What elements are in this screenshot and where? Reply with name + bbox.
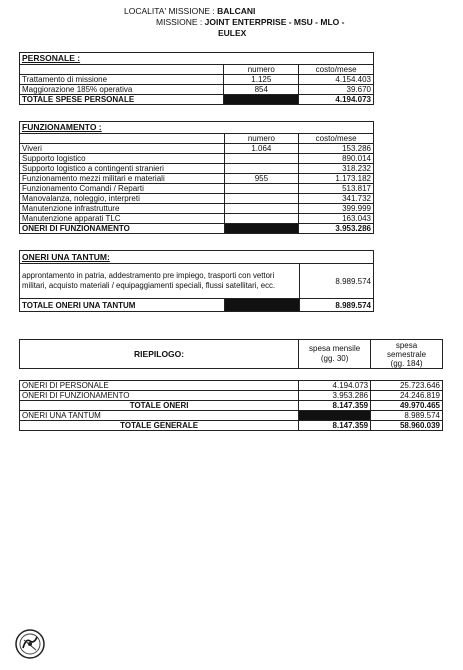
- una-tantum-desc-row: [20, 264, 374, 299]
- funzionamento-total-row: [20, 224, 374, 234]
- funzionamento-title: FUNZIONAMENTO :: [22, 122, 102, 132]
- funzionamento-table: [19, 121, 374, 234]
- funzionamento-total-value: 3.953.286: [299, 224, 374, 234]
- riepilogo-header-row: [20, 340, 443, 369]
- riepilogo-table: [19, 380, 443, 431]
- funzionamento-col-costo: costo/mese: [299, 134, 374, 144]
- una-tantum-desc-line2: militari, acquisto materiali / equipaggiamenti speciali, flussi satellitari, ecc.: [22, 281, 276, 290]
- totale-generale-semestrale: 58.960.039: [371, 421, 443, 431]
- personale-title-row: [20, 53, 374, 65]
- row-mensile: 4.194.073: [299, 381, 371, 391]
- funzionamento-col-numero: numero: [224, 134, 299, 144]
- row-costo: 153.286: [299, 144, 374, 154]
- row-label: Maggiorazione 185% operativa: [20, 85, 224, 95]
- row-semestrale: 24.246.819: [371, 391, 443, 401]
- row-costo: 1.173.182: [299, 174, 374, 184]
- table-row: [20, 75, 374, 85]
- table-row: [20, 144, 374, 154]
- personale-title: PERSONALE :: [22, 53, 81, 63]
- redacted-cell: [224, 224, 299, 234]
- row-numero: [224, 164, 299, 174]
- row-costo: 318.232: [299, 164, 374, 174]
- table-row: [20, 174, 374, 184]
- localita-label: LOCALITA' MISSIONE :: [124, 6, 215, 16]
- table-row: [20, 184, 374, 194]
- row-numero: [224, 154, 299, 164]
- row-numero: [224, 204, 299, 214]
- row-mensile: 3.953.286: [299, 391, 371, 401]
- totale-oneri-label: TOTALE ONERI: [20, 401, 299, 411]
- table-row: [20, 85, 374, 95]
- row-costo: 399.999: [299, 204, 374, 214]
- localita-value: BALCANI: [217, 6, 256, 16]
- row-numero: [224, 214, 299, 224]
- personale-total-label: TOTALE SPESE PERSONALE: [20, 95, 224, 105]
- riepilogo-title: RIEPILOGO:: [20, 340, 299, 369]
- una-tantum-total-row: [20, 299, 374, 312]
- missione-line-2: [124, 28, 384, 39]
- funzionamento-title-row: [20, 122, 374, 134]
- row-label: Supporto logistico: [20, 154, 225, 164]
- personale-col-costo: costo/mese: [299, 65, 374, 75]
- una-tantum-summary-row: [20, 411, 443, 421]
- funzionamento-total-label: ONERI DI FUNZIONAMENTO: [20, 224, 225, 234]
- row-costo: 163.043: [299, 214, 374, 224]
- totale-oneri-mensile: 8.147.359: [299, 401, 371, 411]
- missione-value-line2: EULEX: [218, 28, 247, 38]
- missione-label: MISSIONE :: [156, 17, 203, 27]
- table-row: [20, 381, 443, 391]
- una-tantum-summary-semestrale: 8.989.574: [371, 411, 443, 421]
- row-numero: [224, 194, 299, 204]
- personale-table: [19, 52, 374, 105]
- row-costo: 4.154.403: [299, 75, 374, 85]
- row-numero: 1.064: [224, 144, 299, 154]
- table-row: [20, 391, 443, 401]
- table-row: [20, 204, 374, 214]
- row-label: Manutenzione infrastrutture: [20, 204, 225, 214]
- row-costo: 513.817: [299, 184, 374, 194]
- riepilogo-col-mensile-line1: spesa mensile: [309, 344, 361, 353]
- riepilogo-header-table: [19, 339, 443, 369]
- table-row: [20, 154, 374, 164]
- row-label: Funzionamento Comandi / Reparti: [20, 184, 225, 194]
- localita-line: [124, 6, 384, 17]
- row-label: ONERI DI PERSONALE: [20, 381, 299, 391]
- row-semestrale: 25.723.646: [371, 381, 443, 391]
- una-tantum-table: [19, 250, 374, 312]
- row-numero: 955: [224, 174, 299, 184]
- table-row: [20, 194, 374, 204]
- table-row: [20, 214, 374, 224]
- una-tantum-desc-value: 8.989.574: [299, 264, 373, 299]
- totale-generale-mensile: 8.147.359: [299, 421, 371, 431]
- row-label: Funzionamento mezzi militari e materiali: [20, 174, 225, 184]
- redacted-cell: [224, 95, 299, 105]
- riepilogo-col-semestrale-line2: semestrale: [386, 349, 427, 359]
- una-tantum-total-label: TOTALE ONERI UNA TANTUM: [20, 299, 225, 312]
- riepilogo-col-semestrale-line1: spesa: [395, 340, 418, 350]
- row-costo: 39.670: [299, 85, 374, 95]
- una-tantum-desc-line1: approntamento in patria, addestramento pre impiego, trasporti con vettori: [22, 271, 275, 280]
- row-costo: 341.732: [299, 194, 374, 204]
- una-tantum-summary-label: ONERI UNA TANTUM: [20, 411, 299, 421]
- missione-line: [124, 17, 384, 28]
- header: [124, 6, 384, 39]
- row-numero: [224, 184, 299, 194]
- personale-col-numero: numero: [224, 65, 299, 75]
- una-tantum-title-row: [20, 251, 374, 264]
- totale-oneri-semestrale: 49.970.465: [371, 401, 443, 411]
- missione-value-line1: JOINT ENTERPRISE - MSU - MLO -: [204, 17, 345, 27]
- seal-stamp-icon: [14, 628, 46, 660]
- personale-total-row: [20, 95, 374, 105]
- una-tantum-title: ONERI UNA TANTUM:: [22, 251, 110, 262]
- personale-header-row: [20, 65, 374, 75]
- personale-total-value: 4.194.073: [299, 95, 374, 105]
- row-costo: 890.014: [299, 154, 374, 164]
- row-label: Viveri: [20, 144, 225, 154]
- totale-generale-label: TOTALE GENERALE: [20, 421, 299, 431]
- riepilogo-col-mensile-line2: (gg. 30): [320, 354, 349, 363]
- totale-oneri-row: [20, 401, 443, 411]
- una-tantum-total-value: 8.989.574: [299, 299, 373, 312]
- row-label: Manovalanza, noleggio, interpreti: [20, 194, 225, 204]
- row-label: Manutenzione apparati TLC: [20, 214, 225, 224]
- totale-generale-row: [20, 421, 443, 431]
- riepilogo-col-semestrale-line3: (gg. 184): [390, 358, 423, 368]
- row-numero: 1.125: [224, 75, 299, 85]
- row-label: Supporto logistico a contingenti stranieri: [20, 164, 225, 174]
- redacted-cell: [299, 411, 371, 421]
- row-numero: 854: [224, 85, 299, 95]
- row-label: Trattamento di missione: [20, 75, 224, 85]
- funzionamento-header-row: [20, 134, 374, 144]
- redacted-cell: [224, 299, 299, 312]
- row-label: ONERI DI FUNZIONAMENTO: [20, 391, 299, 401]
- table-row: [20, 164, 374, 174]
